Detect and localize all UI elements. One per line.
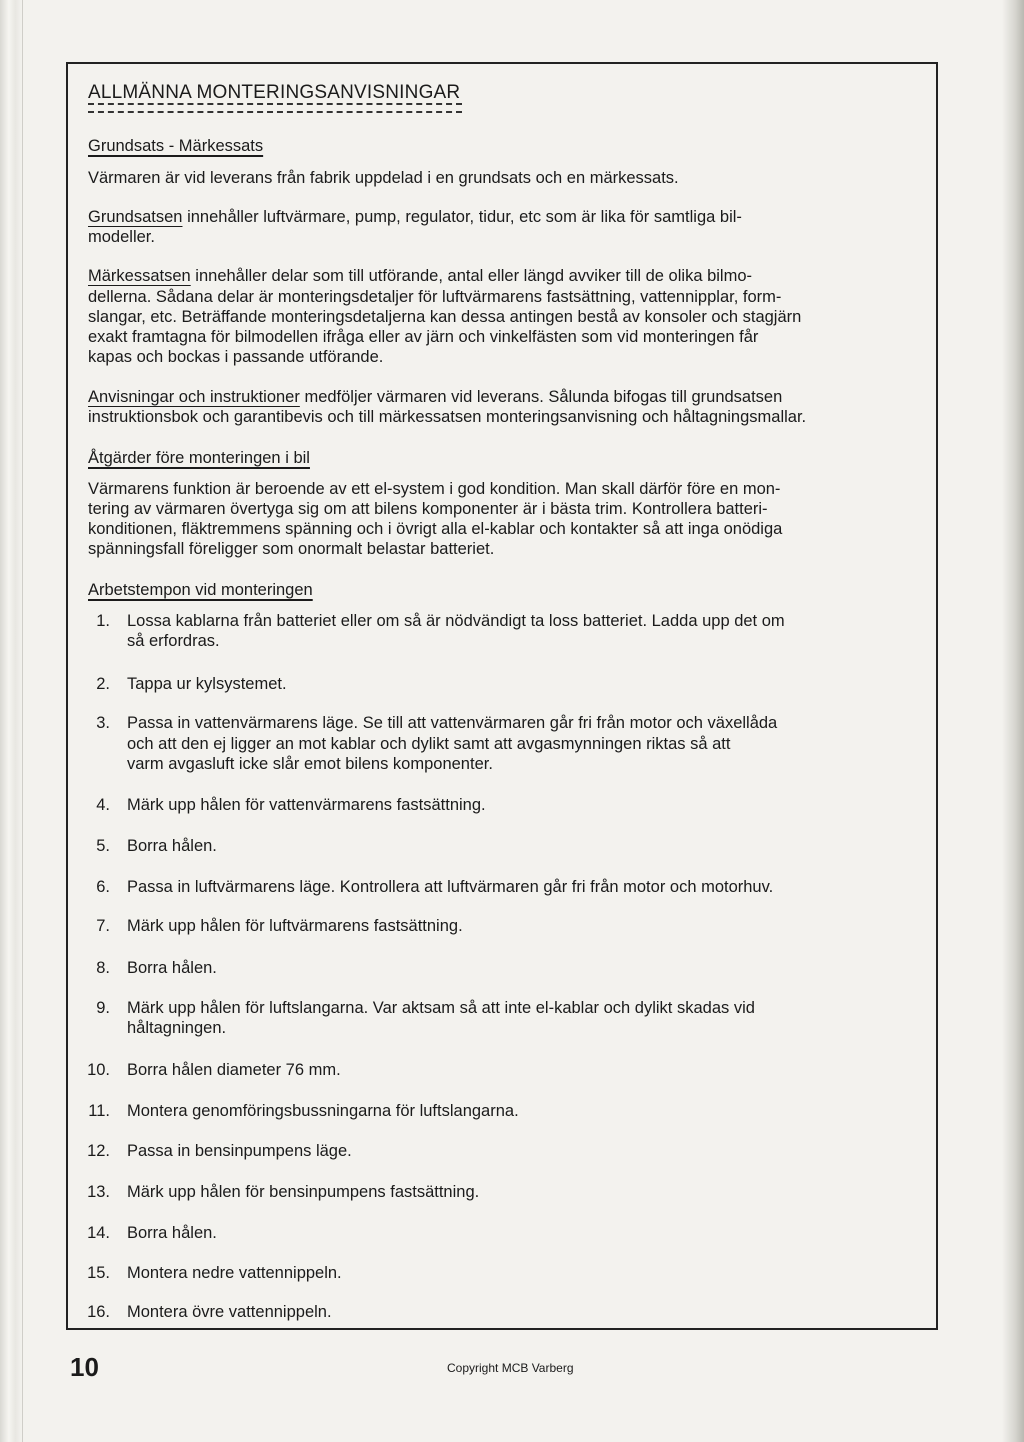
- step-number: 9.: [96, 999, 110, 1017]
- step-number: 3.: [96, 714, 110, 732]
- step-number: 15.: [87, 1264, 110, 1282]
- paragraph-atgarder-line3: konditionen, fläktremmens spänning och i övrigt alla el-kablar och kontakter så att inga onödiga: [88, 520, 783, 538]
- step-text: Märk upp hålen för luftvärmarens fastsättning.: [127, 917, 463, 935]
- heading-arbetstempon: Arbetstempon vid monteringen: [88, 581, 313, 599]
- step-number: 8.: [96, 959, 110, 977]
- step-number: 6.: [96, 878, 110, 896]
- step-text: Passa in bensinpumpens läge.: [127, 1142, 352, 1160]
- paragraph-markessatsen-line1: Märkessatsen innehåller delar som till utförande, antal eller längd avviker till de olika bilmo-: [88, 267, 753, 285]
- paragraph-atgarder-line1: Värmarens funktion är beroende av ett el-system i god kondition. Man skall därför före en mon-: [88, 480, 781, 498]
- paragraph-markessatsen-line3: slangar, etc. Beträffande monteringsdetaljerna kan dessa antingen bestå av konsoler och stagjärn: [88, 308, 802, 326]
- page-frame: [66, 62, 938, 1330]
- step-text: Borra hålen.: [127, 959, 217, 977]
- paragraph-intro: Värmaren är vid leverans från fabrik uppdelad i en grundsats och en märkessats.: [88, 169, 679, 187]
- step-text: Montera övre vattennippeln.: [127, 1303, 332, 1321]
- step-number: 1.: [96, 612, 110, 630]
- paragraph-markessatsen-line5: kapas och bockas i passande utförande.: [88, 348, 384, 366]
- step-text: så erfordras.: [127, 632, 220, 650]
- paragraph-atgarder-line4: spänningsfall föreligger som onormalt belastar batteriet.: [88, 540, 495, 558]
- step-number: 12.: [87, 1142, 110, 1160]
- step-number: 14.: [87, 1224, 110, 1242]
- step-text: Märk upp hålen för luftslangarna. Var aktsam så att inte el-kablar och dylikt skadas vid: [127, 999, 755, 1017]
- copyright-notice: Copyright MCB Varberg: [447, 1361, 574, 1375]
- step-text: och att den ej ligger an mot kablar och dylikt samt att avgasmynningen riktas så att: [127, 735, 731, 753]
- step-text: Borra hålen.: [127, 837, 217, 855]
- paragraph-anvisningar-line1: Anvisningar och instruktioner medföljer värmaren vid leverans. Sålunda bifogas till grundsatsen: [88, 388, 783, 406]
- step-text: Passa in luftvärmarens läge. Kontrollera att luftvärmaren går fri från motor och motorhuv.: [127, 878, 774, 896]
- paragraph-atgarder-line2: tering av värmaren övertyga sig om att bilens komponenter är i bästa trim. Kontrollera batteri-: [88, 500, 768, 518]
- step-number: 10.: [87, 1061, 110, 1079]
- title-double-dashed-rule: [88, 103, 462, 113]
- page-number: 10: [70, 1352, 99, 1382]
- step-text: varm avgasluft icke slår emot bilens komponenter.: [127, 755, 493, 773]
- paragraph-markessatsen-line2: dellerna. Sådana delar är monteringsdetaljer för luftvärmarens fastsättning, vattennipplar, form-: [88, 288, 782, 306]
- step-text: Borra hålen diameter 76 mm.: [127, 1061, 341, 1079]
- step-number: 2.: [96, 675, 110, 693]
- paragraph-grundsatsen-line2: modeller.: [88, 228, 155, 246]
- step-text: Tappa ur kylsystemet.: [127, 675, 287, 693]
- step-number: 13.: [87, 1183, 110, 1201]
- step-text: Lossa kablarna från batteriet eller om så är nödvändigt ta loss batteriet. Ladda upp det om: [127, 612, 785, 630]
- step-text: Märk upp hålen för bensinpumpens fastsättning.: [127, 1183, 480, 1201]
- page-binding-shadow: [0, 0, 23, 1442]
- heading-atgarder: Åtgärder före monteringen i bil: [88, 449, 310, 467]
- paragraph-grundsatsen-line1: Grundsatsen innehåller luftvärmare, pump, regulator, tidur, etc som är lika för samtliga bil-: [88, 208, 742, 226]
- paragraph-markessatsen-line4: exakt framtagna för bilmodellen ifråga eller av järn och vinkelfästen som vid monteringen får: [88, 328, 759, 346]
- step-text: Montera nedre vattennippeln.: [127, 1264, 342, 1282]
- step-number: 4.: [96, 796, 110, 814]
- page-title: ALLMÄNNA MONTERINGSANVISNINGAR: [88, 82, 461, 103]
- term-grundsatsen: Grundsatsen: [88, 208, 183, 226]
- term-markessatsen: Märkessatsen: [88, 267, 191, 285]
- step-number: 16.: [87, 1303, 110, 1321]
- step-text: Passa in vattenvärmarens läge. Se till att vattenvärmaren går fri från motor och växellåda: [127, 714, 778, 732]
- term-anvisningar: Anvisningar och instruktioner: [88, 388, 300, 406]
- step-text: Märk upp hålen för vattenvärmarens fastsättning.: [127, 796, 486, 814]
- book-spine-edge: [1002, 0, 1024, 1442]
- step-number: 7.: [96, 917, 110, 935]
- step-text: Montera genomföringsbussningarna för luftslangarna.: [127, 1102, 519, 1120]
- step-text: håltagningen.: [127, 1019, 227, 1037]
- step-number: 5.: [96, 837, 110, 855]
- paragraph-anvisningar-line2: instruktionsbok och garantibevis och till märkessatsen monteringsanvisning och håltagningsmallar.: [88, 408, 807, 426]
- step-text: Borra hålen.: [127, 1224, 217, 1242]
- heading-grundsats-markessats: Grundsats - Märkessats: [88, 137, 264, 155]
- step-number: 11.: [88, 1102, 110, 1120]
